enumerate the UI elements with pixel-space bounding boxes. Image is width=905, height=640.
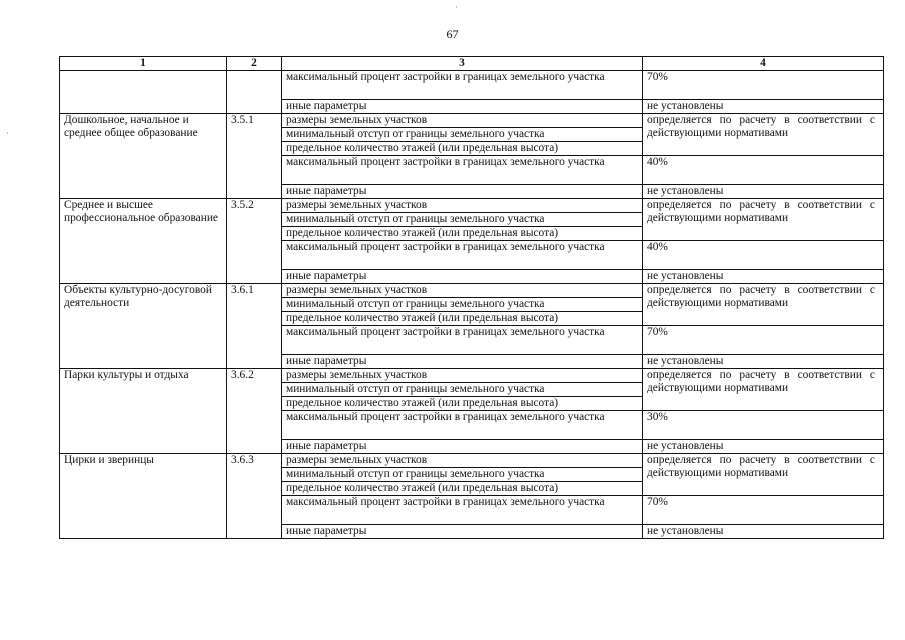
param-cell: предельное количество этажей (или предельная высота) — [282, 312, 643, 326]
param-cell: размеры земельных участков — [282, 284, 643, 298]
use-type-code: 3.5.2 — [227, 199, 282, 284]
param-cell: предельное количество этажей (или предельная высота) — [282, 227, 643, 241]
param-cell: минимальный отступ от границы земельного участка — [282, 213, 643, 227]
other-value-cell: не установлены — [643, 270, 884, 284]
param-cell: иные параметры — [282, 270, 643, 284]
value-cell: не установлены — [643, 100, 884, 114]
param-cell: максимальный процент застройки в границах земельного участка — [282, 156, 643, 185]
use-type-code: 3.6.2 — [227, 369, 282, 454]
value-cell: 70% — [643, 71, 884, 100]
empty-code-cell — [227, 71, 282, 114]
use-type-name: Дошкольное, начальное и среднее общее образование — [60, 114, 227, 199]
scan-speck: · — [6, 128, 9, 138]
param-cell: размеры земельных участков — [282, 114, 643, 128]
param-cell: предельное количество этажей (или предельная высота) — [282, 482, 643, 496]
header-row — [60, 57, 884, 71]
merged-value-cell: определяется по расчету в соответствии с действующими нормативами — [643, 284, 884, 326]
header-col-2: 2 — [227, 57, 282, 71]
merged-value-cell: определяется по расчету в соответствии с действующими нормативами — [643, 454, 884, 496]
percent-cell: 30% — [643, 411, 884, 440]
other-value-cell: не установлены — [643, 355, 884, 369]
percent-cell: 40% — [643, 156, 884, 185]
param-cell: предельное количество этажей (или предельная высота) — [282, 397, 643, 411]
other-value-cell: не установлены — [643, 185, 884, 199]
table-row — [60, 284, 884, 298]
param-cell: размеры земельных участков — [282, 454, 643, 468]
empty-name-cell — [60, 71, 227, 114]
use-type-name: Среднее и высшее профессиональное образование — [60, 199, 227, 284]
table-row — [60, 114, 884, 128]
param-cell: минимальный отступ от границы земельного участка — [282, 468, 643, 482]
other-value-cell: не установлены — [643, 440, 884, 454]
param-cell: размеры земельных участков — [282, 369, 643, 383]
param-cell: минимальный отступ от границы земельного участка — [282, 383, 643, 397]
param-cell: минимальный отступ от границы земельного участка — [282, 128, 643, 142]
zoning-parameters-table — [59, 56, 884, 539]
table-row — [60, 199, 884, 213]
param-cell: иные параметры — [282, 440, 643, 454]
param-cell: иные параметры — [282, 525, 643, 539]
page-number: 67 — [446, 27, 459, 41]
param-cell: максимальный процент застройки в границах земельного участка — [282, 241, 643, 270]
table-row — [60, 369, 884, 383]
other-value-cell: не установлены — [643, 525, 884, 539]
table-row — [60, 71, 884, 100]
param-cell: размеры земельных участков — [282, 199, 643, 213]
percent-cell: 70% — [643, 496, 884, 525]
param-cell: максимальный процент застройки в границах земельного участка — [282, 496, 643, 525]
percent-cell: 70% — [643, 326, 884, 355]
param-cell: иные параметры — [282, 185, 643, 199]
param-cell: максимальный процент застройки в границах земельного участка — [282, 326, 643, 355]
use-type-name: Цирки и зверинцы — [60, 454, 227, 539]
merged-value-cell: определяется по расчету в соответствии с действующими нормативами — [643, 199, 884, 241]
scan-speck: · — [455, 2, 458, 12]
param-cell: предельное количество этажей (или предельная высота) — [282, 142, 643, 156]
merged-value-cell: определяется по расчету в соответствии с действующими нормативами — [643, 369, 884, 411]
table-row — [60, 454, 884, 468]
merged-value-cell: определяется по расчету в соответствии с действующими нормативами — [643, 114, 884, 156]
header-col-1: 1 — [60, 57, 227, 71]
param-cell: иные параметры — [282, 100, 643, 114]
param-cell: максимальный процент застройки в границах земельного участка — [282, 411, 643, 440]
use-type-name: Парки культуры и отдыха — [60, 369, 227, 454]
use-type-code: 3.5.1 — [227, 114, 282, 199]
header-col-3: 3 — [282, 57, 643, 71]
use-type-name: Объекты культурно-досуговой деятельности — [60, 284, 227, 369]
use-type-code: 3.6.3 — [227, 454, 282, 539]
param-cell: иные параметры — [282, 355, 643, 369]
use-type-code: 3.6.1 — [227, 284, 282, 369]
header-col-4: 4 — [643, 57, 884, 71]
param-cell: минимальный отступ от границы земельного участка — [282, 298, 643, 312]
param-cell: максимальный процент застройки в границах земельного участка — [282, 71, 643, 100]
percent-cell: 40% — [643, 241, 884, 270]
